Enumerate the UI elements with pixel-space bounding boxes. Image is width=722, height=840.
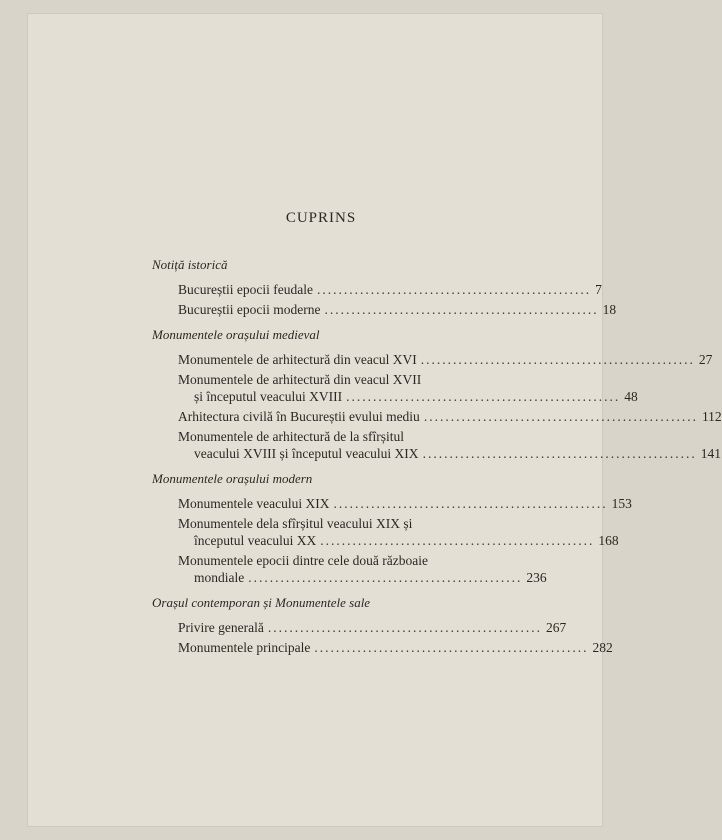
toc-entry-title: și începutul veacului XVIII — [194, 389, 343, 404]
toc-entry-page: 141 — [700, 446, 721, 461]
section-heading: Orașul contemporan și Monumentele sale — [152, 595, 371, 610]
toc-entry-page: 112 — [701, 409, 722, 424]
toc-entry-page: 153 — [611, 496, 632, 511]
toc-entry-page: 168 — [598, 533, 619, 548]
toc-entry — [152, 445, 721, 462]
toc-entry-title: Bucureștii epocii feudale — [178, 282, 313, 297]
section-heading: Monumentele orașului medieval — [152, 327, 320, 342]
toc-entry-page: 267 — [545, 620, 567, 635]
toc-entry-line1 — [152, 552, 490, 569]
dot-leader: ................................................... — [346, 389, 621, 404]
page-title: CUPRINS — [285, 210, 357, 226]
toc-entry-page: 236 — [526, 570, 547, 585]
toc-entry — [152, 619, 567, 636]
book-page — [28, 14, 722, 826]
dot-leader: ................................................... — [248, 570, 523, 585]
dot-leader: ................................................... — [420, 352, 695, 367]
dot-leader: ................................................... — [267, 620, 542, 635]
toc-entry-title: Bucureștii epocii moderne — [178, 302, 321, 317]
toc-entry-title: Arhitectura civilă în Bucureștii evului mediu — [178, 409, 420, 424]
toc-entry-line1 — [152, 371, 490, 388]
section-heading: Monumentele orașului modern — [152, 471, 313, 486]
toc-entry-page: 27 — [698, 352, 713, 367]
toc-entry-line1 — [152, 515, 490, 532]
toc-entry-title: Monumentele de arhitectură de la sfîrșitul — [178, 429, 405, 444]
toc-entry-title: Monumentele veacului XIX — [178, 496, 330, 511]
toc-entry-page: 18 — [602, 302, 617, 317]
toc-entry-page: 7 — [595, 282, 602, 297]
toc-entry-title: Monumentele de arhitectură din veacul XVII — [178, 372, 422, 387]
dot-leader: ................................................... — [422, 446, 697, 461]
toc-entry — [152, 281, 602, 298]
dot-leader: ................................................... — [314, 640, 589, 655]
toc-entry — [152, 351, 713, 368]
toc-entry-title: Monumentele principale — [178, 640, 311, 655]
toc-entry-title: începutul veacului XX — [194, 533, 317, 548]
toc-entry — [152, 639, 613, 656]
dot-leader: ................................................... — [324, 302, 599, 317]
toc-entry-title: veacului XVIII și începutul veacului XIX — [194, 446, 419, 461]
toc-entry — [152, 569, 547, 586]
toc-entry-page: 282 — [592, 640, 613, 655]
toc-entry-title: Monumentele de arhitectură din veacul XVI — [178, 352, 417, 367]
toc-entry — [152, 408, 722, 425]
toc-entry — [152, 301, 617, 318]
toc-entry-title: Monumentele dela sfîrșitul veacului XIX și — [178, 516, 413, 531]
toc-entry-title: mondiale — [194, 570, 245, 585]
dot-leader: ................................................... — [423, 409, 698, 424]
dot-leader: ................................................... — [333, 496, 608, 511]
dot-leader: ................................................... — [316, 282, 592, 297]
toc-entry-title: Privire generală — [178, 620, 264, 635]
section-heading: Notiță istorică — [152, 257, 228, 272]
toc-entry — [152, 388, 638, 405]
table-of-contents — [152, 210, 722, 659]
toc-entry — [152, 495, 632, 512]
dot-leader: ................................................... — [320, 533, 595, 548]
toc-entry — [152, 532, 619, 549]
toc-entry-page: 48 — [624, 389, 638, 404]
toc-entry-title: Monumentele epocii dintre cele două războaie — [178, 553, 429, 568]
toc-entry-line1 — [152, 428, 490, 445]
